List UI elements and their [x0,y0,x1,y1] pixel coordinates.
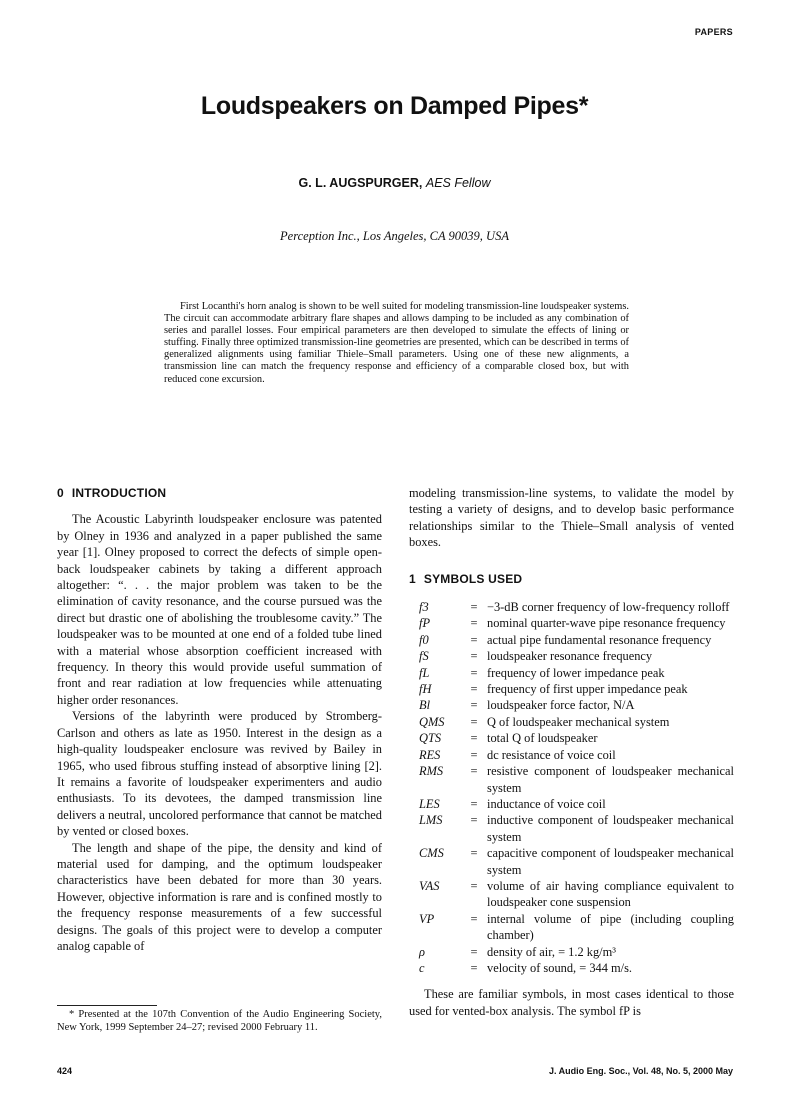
section-heading-symbols [409,571,734,587]
symbol: RES [419,747,441,762]
symbols-table [409,599,734,976]
equals-sign: = [470,714,478,729]
symbol-row [409,681,734,697]
symbol-row [409,599,734,615]
equals-sign: = [470,731,478,746]
symbol-row [409,911,734,944]
right-column [409,485,734,1019]
symbol-row [409,747,734,763]
author-title: AES Fellow [425,176,491,190]
footnote-rule [57,1005,157,1006]
symbol: VAS [419,878,440,893]
symbol-definition: frequency of first upper impedance peak [487,682,688,697]
symbol-definition: inductance of voice coil [487,796,606,811]
symbol: Bl [419,698,431,713]
page-number: 424 [57,1066,73,1076]
equals-sign: = [470,600,478,615]
paper-title: Loudspeakers on Damped Pipes* [200,92,589,120]
symbol: RMS [419,764,444,779]
equals-sign: = [470,649,478,664]
equals-sign: = [470,747,478,762]
section-title: SYMBOLS USED [423,571,523,586]
abstract: First Locanthi's horn analog is shown to be well suited for modeling transmission-line loudspeaker systems. The circuit can accommodate arbitrary flare shapes and allows damping to be included as any combination of series and parallel losses. Four empirical parameters are then developed to simulate the effects of lining or stuffing. Finally three optimized transmission-line geometries are presented, which can be described in terms of generalized alignments using familiar Thiele–Small parameters. Using one of these new alignments, a transmission line can match the frequency response and efficiency of a comparable closed box, but with reduced cone excursion. [164,301,629,385]
equals-sign: = [470,682,478,697]
symbol-row [409,812,734,845]
section-label: PAPERS [694,27,733,37]
symbol-row [409,878,734,911]
equals-sign: = [470,665,478,680]
symbol-definition: internal volume of pipe (including coupling chamber) [487,911,734,943]
symbol-row [409,648,734,664]
journal-reference: J. Audio Eng. Soc., Vol. 48, No. 5, 2000 May [548,1066,733,1076]
symbol-definition: actual pipe fundamental resonance frequency [487,632,712,647]
section-title: INTRODUCTION [71,486,167,500]
equals-sign: = [470,796,478,811]
symbol-definition: Q of loudspeaker mechanical system [487,714,670,729]
equals-sign: = [470,960,478,975]
symbol-row [409,845,734,878]
equals-sign: = [470,878,478,893]
paragraph: The length and shape of the pipe, the density and kind of material used for damping, and the optimum loudspeaker characteristics have been debated for more than 30 years. However, objective information is rare and is confined mostly to the frequency response measurements of a few successful designs. The goals of this project were to develop a computer analog capable of [57,840,382,953]
symbol-definition: capacitive component of loudspeaker mechanical system [487,846,734,877]
symbol-row [409,697,734,713]
equals-sign: = [470,846,478,861]
paragraph: The Acoustic Labyrinth loudspeaker enclosure was patented by Olney in 1936 and analyzed in a paper published the same year [1]. Olney proposed to correct the defects of simple open-back loudspeaker cabinets by taking a different approach altogether: “. . . the major problem was taken to be the elimination of cavity resonance, and the course pursued was the direct but drastic one of abolishing the troublesome cavity.” The loudspeaker was to be mounted at one end of a folded tube lined with a material whose absorption coefficient increased with frequency. In theory this would provide useful summation of front and rear radiation at low frequencies while attenuating higher order resonances. [57,512,382,707]
equals-sign: = [470,813,478,828]
equals-sign: = [470,911,478,926]
affiliation: Perception Inc., Los Angeles, CA 90039, USA [280,229,509,243]
symbol: LMS [419,813,443,828]
equals-sign: = [470,616,478,631]
section-number: 0 [57,486,64,500]
author-name: G. L. AUGSPURGER, [298,176,423,190]
paragraph: These are familiar symbols, in most cases identical to those used for vented-box analysis. The symbol fP is [409,987,734,1018]
symbol: fH [419,682,432,697]
symbol-definition: velocity of sound, = 344 m/s. [487,960,632,975]
equals-sign: = [470,632,478,647]
symbol-definition: volume of air having compliance equivalent to loudspeaker cone suspension [487,878,734,910]
symbol-definition: loudspeaker force factor, N/A [487,698,635,713]
footnote: * Presented at the 107th Convention of the Audio Engineering Society, New York, 1999 September 24–27; revised 2000 February 11. [57,1009,382,1033]
symbol-row [409,944,734,960]
symbol-definition: density of air, = 1.2 kg/m³ [487,944,616,959]
symbol-definition: loudspeaker resonance frequency [487,649,653,664]
symbol-definition: −3-dB corner frequency of low-frequency rolloff [487,600,730,615]
symbol-row [409,796,734,812]
symbol: QMS [419,714,445,729]
symbol-definition: total Q of loudspeaker [487,731,598,746]
symbol: f3 [419,600,429,615]
symbol: fS [419,649,429,664]
paragraph-continuation: modeling transmission-line systems, to validate the model by testing a variety of designs, and to develop basic performance relationships similar to the Thiele–Small analysis of vented boxes. [409,486,734,550]
symbol-definition: frequency of lower impedance peak [487,665,665,680]
equals-sign: = [470,764,478,779]
symbol-row [409,665,734,681]
symbol-row [409,714,734,730]
symbol: CMS [419,846,444,861]
author-line [0,176,789,190]
equals-sign: = [470,698,478,713]
symbol: c [419,960,425,975]
paragraph: Versions of the labyrinth were produced by Stromberg-Carlson and others as late as 1950. Interest in the design as a high-quality loudspeaker enclosure was revived by Bailey in 1965, who used fibrous stuffing instead of absorptive lining [2]. It remains a favorite of loudspeaker experimenters and audio enthusiasts. To its devotees, the damped transmission line delivers a neutral, uncolored performance that cannot be matched by vented or closed boxes. [57,709,382,839]
symbol: QTS [419,731,442,746]
symbol-definition: dc resistance of voice coil [487,747,616,762]
symbol-row [409,730,734,746]
symbol-definition: nominal quarter-wave pipe resonance frequency [487,616,726,631]
symbol-row [409,960,734,976]
section-number: 1 [409,571,416,586]
symbol-row [409,632,734,648]
symbol: fP [419,616,431,631]
symbol-row [409,615,734,631]
section-heading-introduction [57,485,382,501]
equals-sign: = [470,944,478,959]
symbol: ρ [419,944,425,959]
symbol-definition: inductive component of loudspeaker mechanical system [487,813,734,844]
symbol: LES [419,796,440,811]
symbol: f0 [419,632,429,647]
left-column [57,485,382,954]
symbol-row [409,763,734,796]
symbol-definition: resistive component of loudspeaker mechanical system [487,764,734,795]
symbol: VP [419,911,435,926]
symbol: fL [419,665,430,680]
